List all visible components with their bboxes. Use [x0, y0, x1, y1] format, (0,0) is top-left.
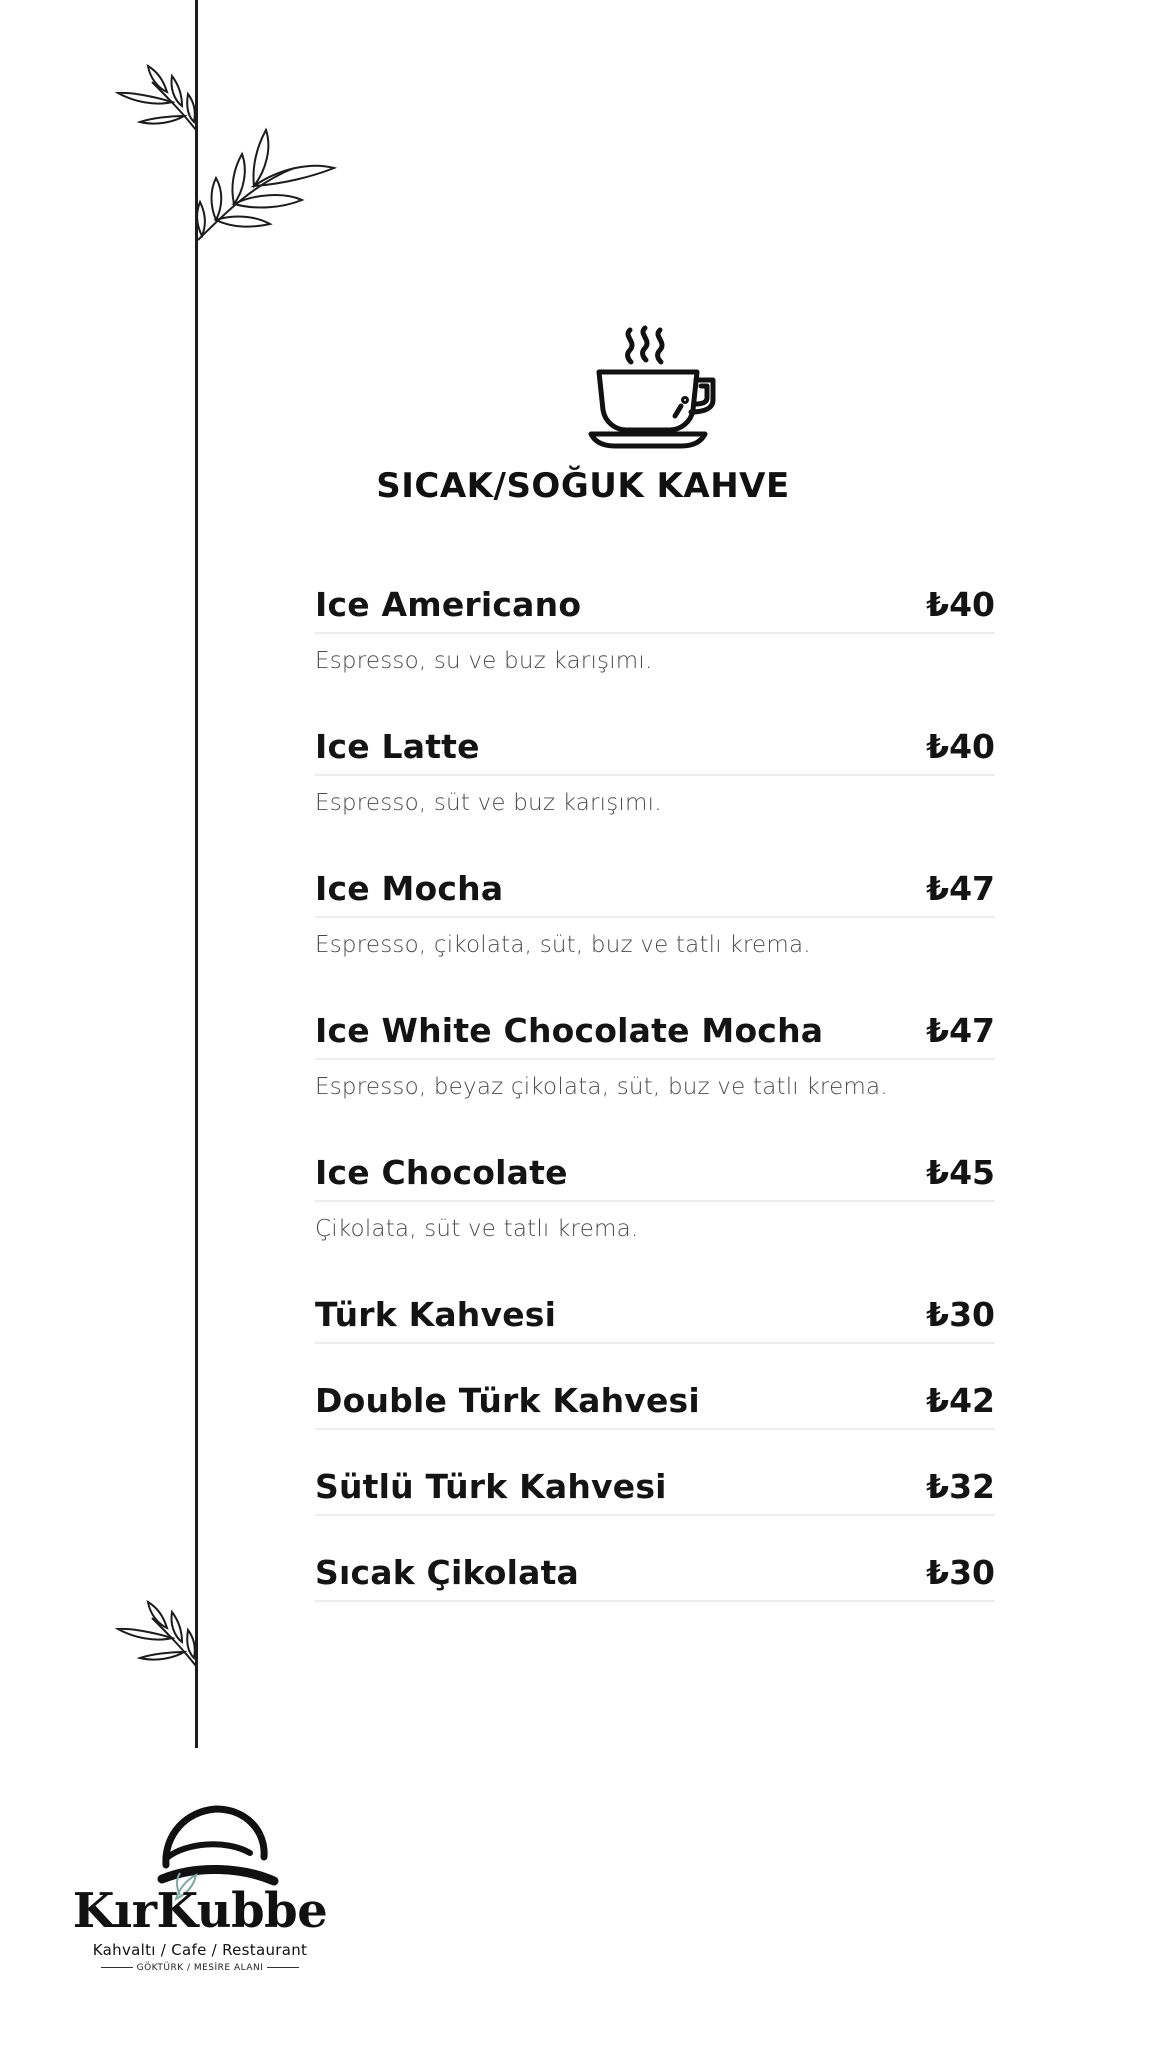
- coffee-cup-icon: [585, 322, 725, 452]
- menu-item: [315, 570, 995, 712]
- item-price: ₺40: [926, 585, 995, 624]
- menu-item: [315, 854, 995, 996]
- item-description: Espresso, çikolata, süt, buz ve tatlı krema.: [315, 932, 811, 958]
- menu-item: [315, 1366, 995, 1452]
- item-name: Ice Americano: [315, 585, 582, 624]
- item-name: Türk Kahvesi: [315, 1295, 557, 1334]
- item-description: Espresso, su ve buz karışımı.: [315, 648, 653, 674]
- menu-item: [315, 996, 995, 1138]
- decorative-vertical-line: [195, 0, 198, 1748]
- menu-item: [315, 1138, 995, 1280]
- menu-list: [315, 570, 995, 1624]
- item-price: ₺32: [926, 1467, 995, 1506]
- item-price: ₺42: [926, 1381, 995, 1420]
- item-name: Ice Latte: [315, 727, 480, 766]
- item-price: ₺30: [926, 1295, 995, 1334]
- menu-item: [315, 1538, 995, 1624]
- item-description: Çikolata, süt ve tatlı krema.: [315, 1216, 639, 1242]
- item-price: ₺47: [926, 1011, 995, 1050]
- brand-location-text: GÖKTÜRK / MESİRE ALANI: [136, 1963, 264, 1973]
- item-price: ₺40: [926, 727, 995, 766]
- menu-item: [315, 1280, 995, 1366]
- item-name: Ice White Chocolate Mocha: [315, 1011, 824, 1050]
- item-name: Sütlü Türk Kahvesi: [315, 1467, 667, 1506]
- item-name: Ice Mocha: [315, 869, 504, 908]
- menu-item: [315, 1452, 995, 1538]
- menu-item: [315, 712, 995, 854]
- item-name: Sıcak Çikolata: [315, 1553, 580, 1592]
- brand-name: KırKubbe: [72, 1883, 328, 1939]
- item-description: Espresso, beyaz çikolata, süt, buz ve tatlı krema.: [315, 1074, 888, 1100]
- leaf-sprig-icon: [112, 62, 202, 134]
- section-title: SICAK/SOĞUK KAHVE: [376, 466, 790, 506]
- leaf-branch-icon: [194, 124, 340, 244]
- brand-tagline: Kahvaltı / Cafe / Restaurant: [92, 1941, 308, 1959]
- brand-location: [60, 1963, 340, 1973]
- item-name: Ice Chocolate: [315, 1153, 568, 1192]
- item-name: Double Türk Kahvesi: [315, 1381, 700, 1420]
- item-price: ₺45: [926, 1153, 995, 1192]
- brand-logo: [60, 1795, 340, 1980]
- item-description: Espresso, süt ve buz karışımı.: [315, 790, 662, 816]
- item-price: ₺30: [926, 1553, 995, 1592]
- leaf-sprig-icon: [112, 1598, 202, 1670]
- item-price: ₺47: [926, 869, 995, 908]
